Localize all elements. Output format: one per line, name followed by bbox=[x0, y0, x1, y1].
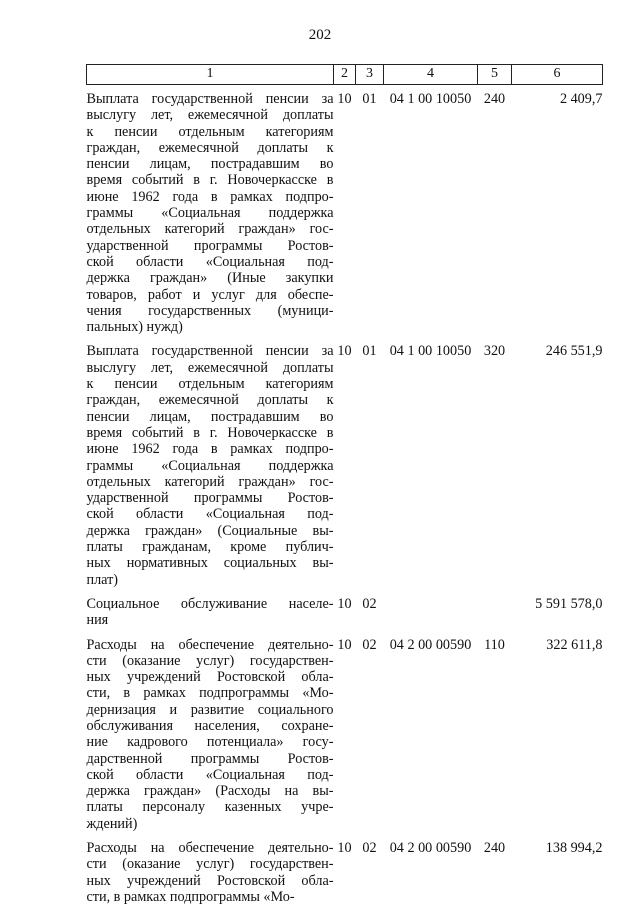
row-section-code: 10 bbox=[337, 343, 352, 360]
description-line: ской области «Социальная под- bbox=[86, 253, 334, 270]
header-col-6: 6 bbox=[512, 65, 603, 85]
table-row bbox=[87, 596, 603, 629]
row-target-article: 04 2 00 00590 bbox=[389, 840, 472, 857]
description-line: держка граждан» (Расходы на вы- bbox=[86, 783, 334, 800]
row-target-article: 04 1 00 10050 bbox=[389, 343, 472, 360]
description-line: июне 1962 года в рамках подпро- bbox=[86, 441, 334, 458]
description-line: платы персоналу казенных учре- bbox=[86, 799, 334, 816]
row-subsection-code: 01 bbox=[362, 343, 377, 360]
row-amount: 322 611,8 bbox=[546, 636, 603, 653]
header-col-2: 2 bbox=[334, 65, 356, 85]
row-target-article bbox=[384, 596, 478, 629]
description-line: сти, в рамках подпрограммы «Мо- bbox=[86, 888, 295, 905]
row-subsection-code: 01 bbox=[362, 91, 377, 107]
description-line: Выплата государственной пенсии за bbox=[86, 91, 334, 107]
row-section-code: 10 bbox=[337, 595, 352, 612]
description-line: граждан, ежемесячной доплаты к bbox=[86, 392, 334, 409]
description-line: дарственной программы Ростов- bbox=[86, 750, 334, 767]
description-line: ных нормативных социальных вы- bbox=[86, 555, 334, 572]
description-line: платы гражданам, кроме публич- bbox=[86, 539, 334, 556]
row-description bbox=[87, 343, 334, 587]
description-line: Расходы на обеспечение деятельно- bbox=[86, 840, 334, 857]
description-line: Выплата государственной пенсии за bbox=[86, 343, 334, 360]
row-amount: 5 591 578,0 bbox=[535, 595, 603, 612]
description-line: ударственной программы Ростов- bbox=[86, 237, 334, 254]
row-description bbox=[87, 91, 334, 335]
row-amount: 138 994,2 bbox=[545, 840, 603, 857]
row-section-code: 10 bbox=[337, 636, 352, 653]
row-expense-type: 240 bbox=[483, 91, 506, 107]
row-subsection-code: 02 bbox=[362, 595, 377, 612]
description-line: сти (оказание услуг) государствен- bbox=[86, 856, 334, 873]
description-line: пенсии лицам, пострадавшим во bbox=[86, 408, 334, 425]
row-description bbox=[87, 840, 334, 905]
row-target-article: 04 2 00 00590 bbox=[389, 636, 472, 653]
description-line: время событий в г. Новочеркасске в bbox=[86, 424, 334, 441]
description-line: время событий в г. Новочеркасске в bbox=[86, 172, 334, 189]
description-line: Социальное обслуживание населе- bbox=[86, 595, 334, 612]
description-line: июне 1962 года в рамках подпро- bbox=[86, 188, 334, 205]
row-description bbox=[87, 596, 334, 629]
description-line: пальных) нужд) bbox=[86, 319, 183, 336]
row-expense-type: 110 bbox=[484, 636, 505, 653]
description-line: граждан, ежемесячной доплаты к bbox=[86, 139, 334, 156]
description-line: держка граждан» (Социальные вы- bbox=[86, 522, 334, 539]
description-line: к пенсии отдельным категориям bbox=[86, 376, 334, 393]
row-expense-type: 320 bbox=[483, 343, 506, 360]
table-row bbox=[87, 840, 603, 905]
description-line: ждений) bbox=[86, 815, 138, 832]
description-line: ской области «Социальная под- bbox=[86, 766, 334, 783]
description-line: дернизация и развитие социального bbox=[86, 701, 334, 718]
description-line: чения государственных (муници- bbox=[86, 302, 334, 319]
description-line: Расходы на обеспечение деятельно- bbox=[86, 636, 334, 653]
row-amount: 246 551,9 bbox=[545, 343, 603, 360]
table-row bbox=[87, 637, 603, 833]
description-line: обслуживания населения, сохране- bbox=[86, 717, 334, 734]
header-col-5: 5 bbox=[478, 65, 512, 85]
description-line: отдельных категорий граждан» гос- bbox=[86, 221, 334, 238]
row-subsection-code: 02 bbox=[362, 840, 377, 857]
description-line: выслугу лет, ежемесячной доплаты bbox=[86, 107, 334, 124]
description-line: отдельных категорий граждан» гос- bbox=[86, 473, 334, 490]
description-line: товаров, работ и услуг для обеспе- bbox=[86, 286, 334, 303]
row-expense-type bbox=[478, 596, 512, 629]
budget-table bbox=[86, 64, 603, 905]
description-line: сти, в рамках подпрограммы «Мо- bbox=[86, 685, 334, 702]
description-line: ния bbox=[86, 612, 109, 629]
header-col-3: 3 bbox=[356, 65, 384, 85]
row-subsection-code: 02 bbox=[362, 636, 377, 653]
row-section-code: 10 bbox=[337, 91, 352, 107]
description-line: ние кадрового потенциала» госу- bbox=[86, 734, 334, 751]
row-section-code: 10 bbox=[337, 840, 352, 857]
header-col-4: 4 bbox=[384, 65, 478, 85]
description-line: выслугу лет, ежемесячной доплаты bbox=[86, 359, 334, 376]
description-line: держка граждан» (Иные закупки bbox=[86, 270, 334, 287]
table-header-row bbox=[87, 65, 603, 85]
description-line: ных учреждений Ростовской обла- bbox=[86, 669, 334, 686]
description-line: плат) bbox=[86, 571, 119, 588]
description-line: ударственной программы Ростов- bbox=[86, 490, 334, 507]
row-target-article: 04 1 00 10050 bbox=[389, 91, 472, 107]
header-col-1: 1 bbox=[87, 65, 334, 85]
table-body bbox=[87, 85, 603, 905]
description-line: к пенсии отдельным категориям bbox=[86, 123, 334, 140]
description-line: ской области «Социальная под- bbox=[86, 506, 334, 523]
row-expense-type: 240 bbox=[483, 840, 506, 857]
table-row bbox=[87, 91, 603, 335]
row-description bbox=[87, 637, 334, 833]
description-line: пенсии лицам, пострадавшим во bbox=[86, 156, 334, 173]
page-number: 202 bbox=[308, 27, 332, 43]
description-line: граммы «Социальная поддержка bbox=[86, 205, 334, 222]
table-row bbox=[87, 343, 603, 587]
row-amount: 2 409,7 bbox=[559, 91, 603, 107]
description-line: граммы «Социальная поддержка bbox=[86, 457, 334, 474]
description-line: ных учреждений Ростовской обла- bbox=[86, 872, 334, 889]
description-line: сти (оказание услуг) государствен- bbox=[86, 652, 334, 669]
